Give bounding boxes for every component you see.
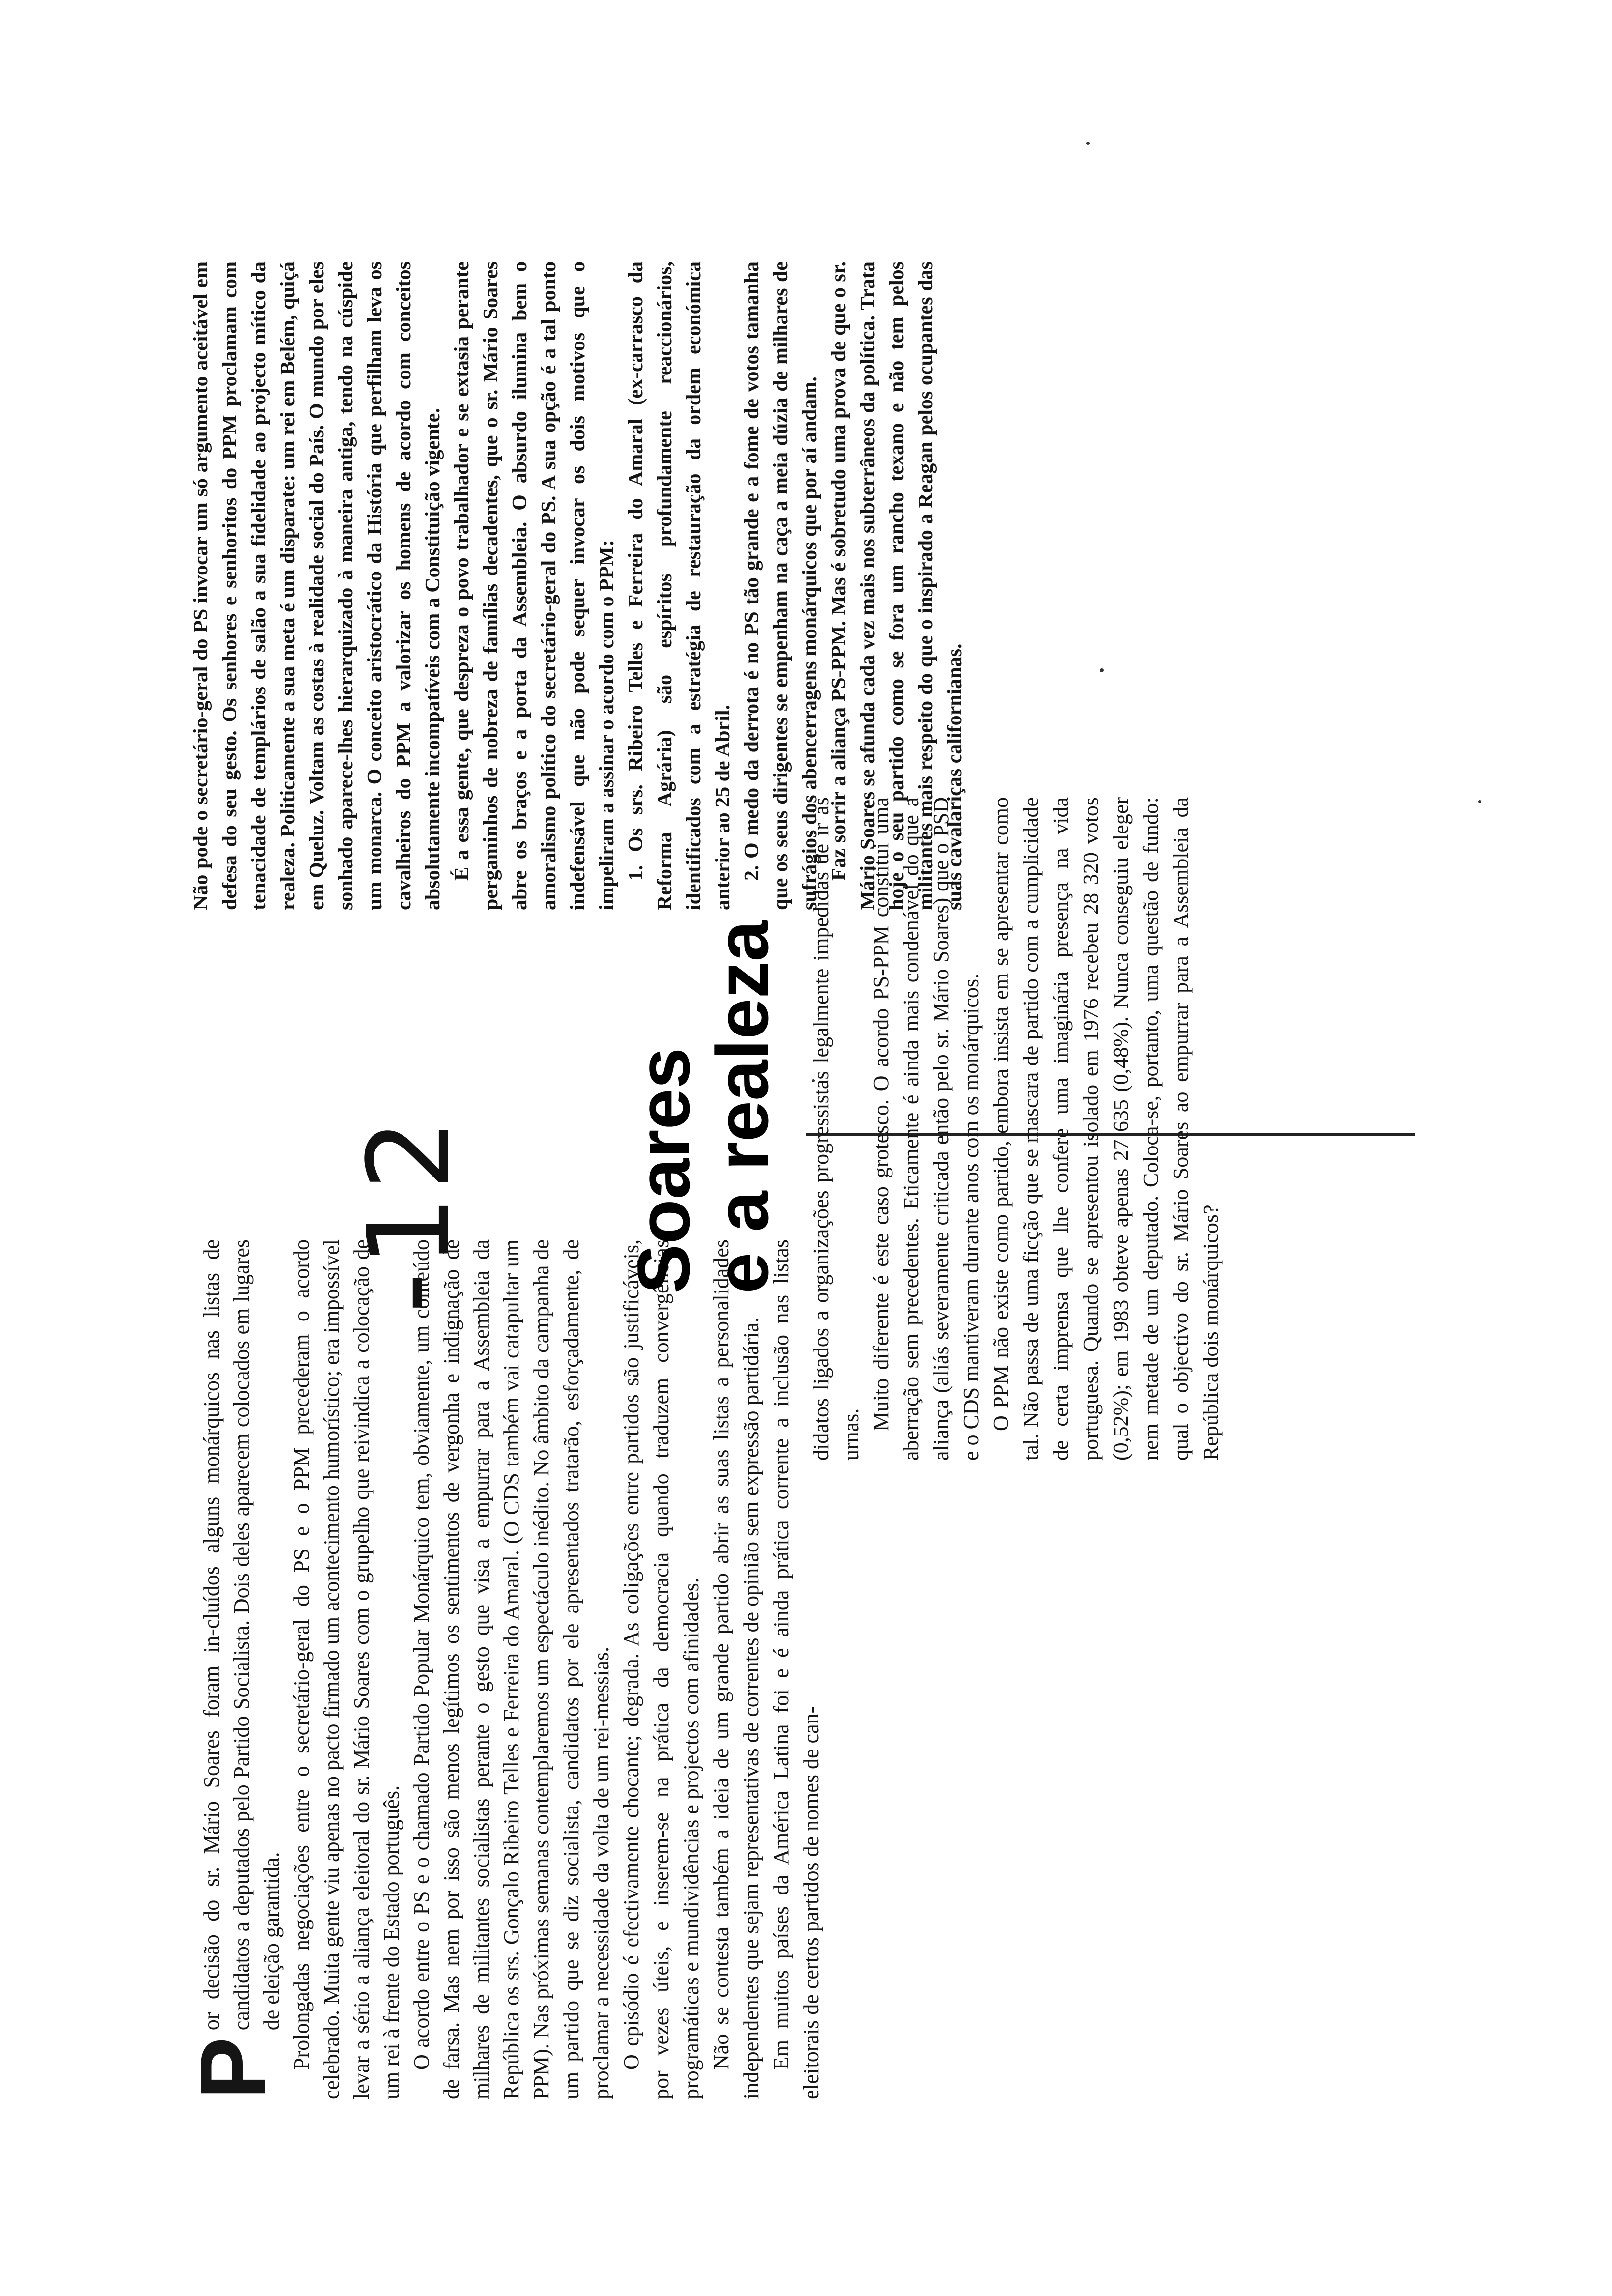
- headline-line-2: e a realeza: [701, 920, 783, 1293]
- article-column-3: [187, 261, 970, 910]
- col3-paragraph-4: 2. O medo da derrota é no PS tão grande e a fome de votos tamanha que os seus dirigentes se empenham na caça a meia dúzia de milhares de sufrágios dos abencerragens monárquicos que por aí andam.: [741, 261, 821, 910]
- col1-paragraph-4: O episódio é efectivamente chocante; degrada. As coligações entre partidos são justificáveis, por vezes úteis, e inserem-se na prática da democracia quando traduzem convergências programáticas e mundividências e projectos com afinidades.: [619, 1239, 703, 2099]
- col2-paragraph-3: O PPM não existe como partido, embora insista em se apresentar como tal. Não passa de uma ficção que se mascara de partido com a cumplicidade de certa imprensa que lhe confere uma imaginária presença na vida portuguesa. Quando se apresentou isolado em 1976 recebeu 28 320 votos (0,52%); em 1983 obteve apenas 27 635 (0,48%). Nunca conseguiu eleger nem metade de um deputado. Coloca-se, portanto, uma questão de fundo: qual o objectivo do sr. Mário Soares ao empurrar para a Assembleia da República dois monárquicos?: [989, 797, 1223, 1461]
- col2-paragraph-1: didatos ligados a organizações progressistas legalmente impedidas de ir às urnas.: [809, 797, 863, 1461]
- col1-paragraph-5: Não se contesta também a ideia de um grande partido abrir as suas listas a personalidades independentes que sejam representativas de correntes de opinião sem expressão partidária.: [709, 1239, 763, 2099]
- drop-cap: P: [181, 2037, 286, 2099]
- col1-paragraph-3: O acordo entre o PS e o chamado Partido Popular Monárquico tem, obviamente, um conteúdo de farsa. Mas nem por isso são menos legítimos os sentimentos de vergonha e indignação de milhares de militantes socialistas perante o gesto que visa a empurrar para a Assembleia da República os srs. Gonçalo Ribeiro Telles e Ferreira do Amaral. (O CDS também vai catapultar um PPM). Nas próximas semanas contemplaremos um espectáculo inédito. No âmbito da campanha de um partido que se diz socialista, candidatos por ele apresentados tratarão, esforçadamente, de proclamar a necessidade da volta de um rei-messias.: [409, 1239, 613, 2099]
- col2-paragraph-2: Muito diferente é este caso grotesco. O acordo PS-PPM constitui uma aberração sem precedentes. Eticamente é ainda mais condenável do que a aliança (aliás severamente criticada então pelo sr. Mário Soares) que o PSD e o CDS mantiveram durante anos com os monárquicos.: [869, 797, 983, 1461]
- handwritten-page-number: -12: [344, 1114, 475, 1313]
- col1-paragraph-2: Prolongadas negociações entre o secretário-geral do PS e o PPM precederam o acordo celebrado. Muita gente viu apenas no pacto firmado um acontecimento humorístico; era impossível levar a sério a aliança eleitoral do sr. Mário Soares com o grupelho que reivindica a colocação de um rei à frente do Estado português.: [289, 1239, 403, 2099]
- col3-paragraph-1: Não pode o secretário-geral do PS invocar um só argumento aceitável em defesa do seu gesto. Os senhores e senhoritos do PPM proclamam com tenacidade de templários de salão a sua fidelidade ao projecto mítico da realeza. Politicamente a sua meta é um disparate: um rei em Belém, quiçá em Queluz. Voltam as costas à realidade social do País. O mundo por eles sonhado aparece-lhes hierarquizado à maneira antiga, tendo na cúspide um monarca. O conceito aristocrático da História que perfilham leva os cavalheiros do PPM a valorizar os homens de acordo com conceitos absolutamente incompatíveis com a Constituição vigente.: [190, 261, 444, 910]
- col1-paragraph-1: or decisão do sr. Mário Soares foram in-cluídos alguns monárquicos nas listas de candidatos a deputados pelo Partido Socialista. Dois deles aparecem colocados em lugares de eleição garantida.: [200, 1239, 284, 2031]
- col3-paragraph-5: Faz sorrir a aliança PS-PPM. Mas é sobretudo uma prova de que o sr. Mário Soares se afunda cada vez mais nos subterrâneos da política. Trata hoje o seu partido como se fora um rancho texano e não tem pelos militantes mais respeito do que o inspirado a Reagan pelos ocupantes das suas cavalariças californianas.: [828, 261, 966, 910]
- headline-line-1: Soares: [622, 1047, 705, 1293]
- article-column-1-text: [181, 1239, 826, 2099]
- col3-paragraph-3: 1. Os srs. Ribeiro Telles e Ferreira do Amaral (ex-carrasco da Reforma Agrária) são espíritos profundamente reaccionários, identificados com a estratégia de restauração da ordem económica anterior ao 25 de Abril.: [625, 261, 734, 910]
- col1-paragraph-6: Em muitos países da América Latina foi e é ainda prática corrente a inclusão nas listas eleitorais de certos partidos de nomes de can-: [769, 1239, 823, 2099]
- col3-paragraph-2: É a essa gente, que despreza o povo trabalhador e se extasia perante pergaminhos de nobreza de famílias decadentes, que o sr. Mário Soares abre os braços e a porta da Assembleia. O absurdo ilumina bem o amoralismo político do secretário-geral do PS. A sua opção é a tal ponto indefensável que não pode sequer invocar os dois motivos que o impeliram a assinar o acordo com o PPM:: [451, 261, 618, 910]
